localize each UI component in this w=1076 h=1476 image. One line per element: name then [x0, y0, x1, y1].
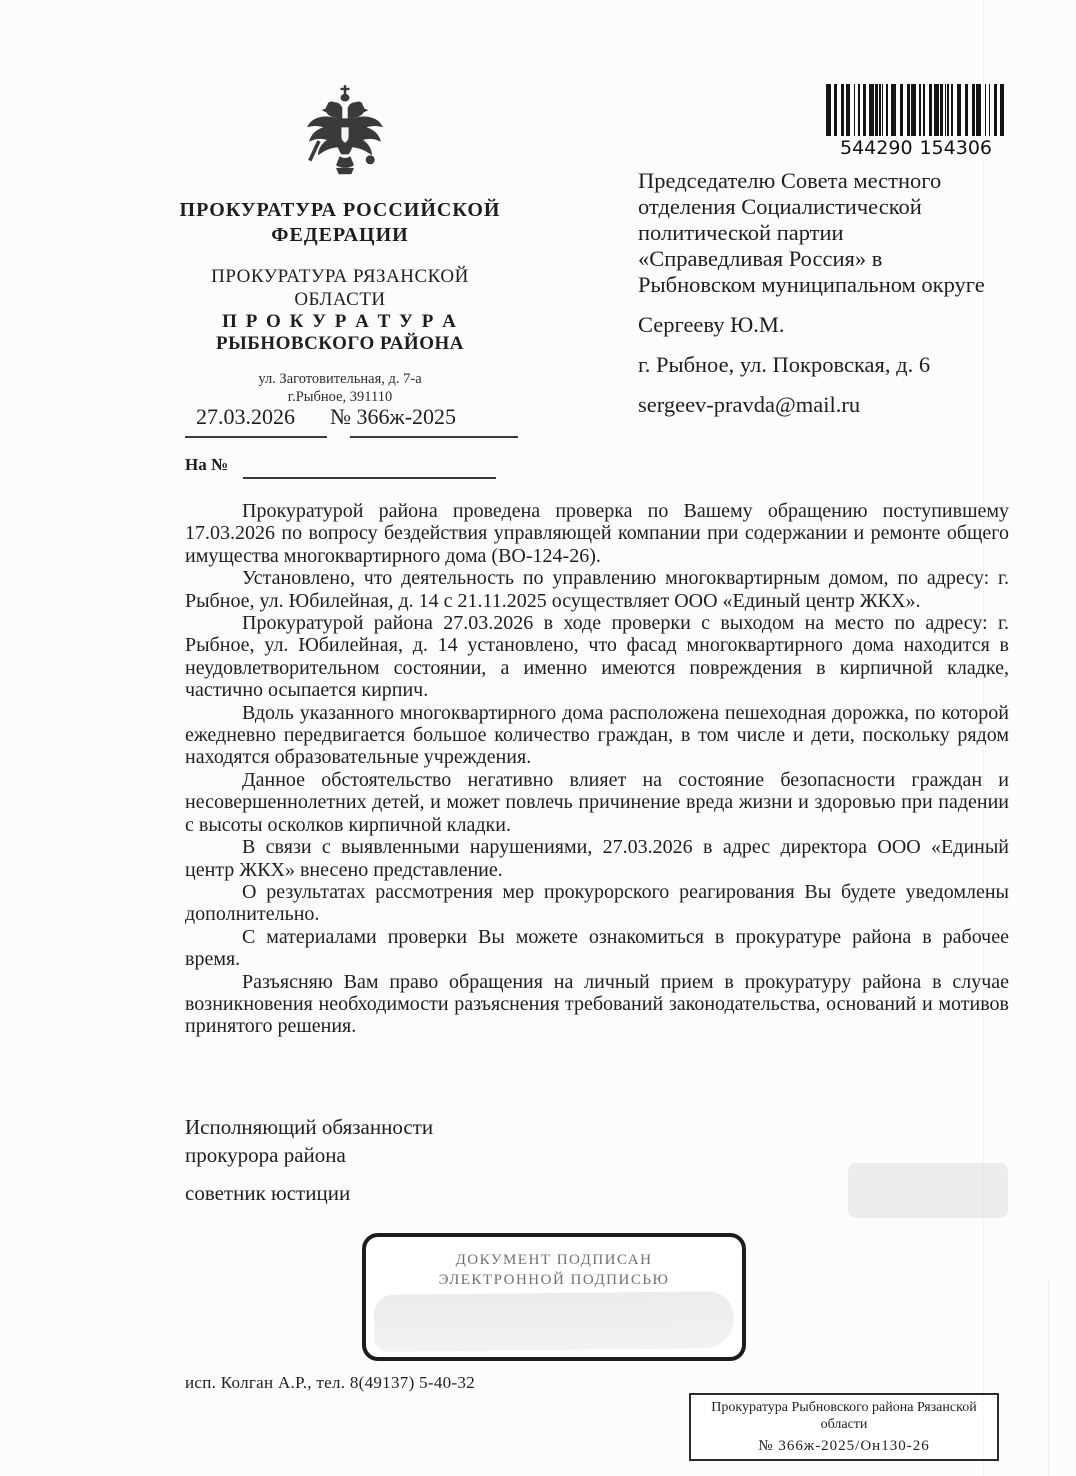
body-paragraph: Вдоль указанного многоквартирного дома расположена пешеходная дорожка, по которой ежедневно передвигается большое количество граждан, в том числе и дети, поскольку рядом находятся образовательные учреждения.	[185, 701, 1009, 769]
letterhead-federation-line1: ПРОКУРАТУРА РОССИЙСКОЙ	[179, 199, 501, 221]
recipient-name: Сергееву Ю.М.	[638, 312, 785, 337]
incoming-number-label: На №	[185, 455, 229, 474]
scan-artifact-line	[983, 0, 984, 1476]
body-paragraph: Данное обстоятельство негативно влияет на состояние безопасности граждан и несовершеннолетних детей, и может повлечь причинение вреда жизни и здоровью при падении с высоты осколков кирпичной кладки.	[185, 768, 1009, 836]
body-paragraph: Установлено, что деятельность по управлению многоквартирным домом, по адресу: г. Рыбное, ул. Юбилейная, д. 14 с 21.11.2025 осуществляет ООО «Единый центр ЖКХ».	[185, 567, 1009, 612]
signer-position-line2: прокурора района	[185, 1143, 346, 1167]
scan-artifact-line	[1048, 1280, 1049, 1476]
letterhead-district-line1: П Р О К У Р А Т У Р А	[222, 311, 458, 332]
outgoing-date: 27.03.2026	[196, 404, 295, 429]
barcode-bars	[826, 84, 1004, 136]
recipient-line: Председателю Совета местного	[638, 168, 942, 193]
registration-stamp-org: Прокуратура Рыбновского района Рязанской области	[711, 1400, 977, 1432]
outgoing-number: № 366ж-2025	[330, 404, 457, 429]
letterhead-district-line2: РЫБНОВСКОГО РАЙОНА	[216, 333, 464, 354]
recipient-email: sergeev-pravda@mail.ru	[638, 392, 861, 417]
stamp-line2: ЭЛЕКТРОННОЙ ПОДПИСЬЮ	[438, 1272, 670, 1288]
date-underline	[185, 436, 327, 438]
body-paragraph: Прокуратурой района проведена проверка по Вашему обращению поступившему 17.03.2026 по вопросу бездействия управляющей компании при содержании и ремонте общего имущества многоквартирного дома (ВО-124-26).	[185, 500, 1009, 567]
body-paragraph: О результатах рассмотрения мер прокурорского реагирования Вы будете уведомлены дополнительно.	[185, 880, 1009, 926]
body-paragraph: Прокуратурой района 27.03.2026 в ходе проверки с выходом на место по адресу: г. Рыбное, ул. Юбилейная, д. 14 установлено, что фасад многоквартирного дома находится в неудовлетворительном состоянии, а именно имеются повреждения в кирпичной кладке, частично осыпается кирпич.	[185, 612, 1009, 702]
letterhead-address-line1: ул. Заготовительная, д. 7-а	[258, 371, 422, 387]
recipient-line: отделения Социалистической	[638, 194, 922, 219]
russian-coat-of-arms-icon	[300, 84, 390, 201]
barcode-number-right: 154306	[919, 137, 992, 159]
letterhead-region-line2: ОБЛАСТИ	[294, 289, 386, 310]
recipient-line: политической партии	[638, 220, 844, 245]
stamp-line1: ДОКУМЕНТ ПОДПИСАН	[455, 1252, 653, 1268]
redacted-signer-name	[848, 1163, 1008, 1218]
barcode-number-left: 544290	[840, 137, 913, 159]
signer-rank: советник юстиции	[185, 1181, 351, 1205]
executor-line: исп. Колган А.Р., тел. 8(49137) 5-40-32	[185, 1373, 476, 1392]
letter-body	[185, 500, 1009, 1038]
letterhead-region-line1: ПРОКУРАТУРА РЯЗАНСКОЙ	[211, 266, 469, 287]
incoming-number-underline	[243, 477, 496, 479]
body-paragraph: В связи с выявленными нарушениями, 27.03.2026 в адрес директора ООО «Единый центр ЖКХ» внесено представление.	[185, 836, 1009, 881]
signer-position-line1: Исполняющий обязанности	[185, 1115, 434, 1139]
registration-stamp	[689, 1393, 999, 1461]
body-paragraph: Разъясняю Вам право обращения на личный прием в прокуратуру района в случае возникновения необходимости разъяснения требований законодательства, оснований и мотивов принятого решения.	[185, 970, 1009, 1038]
letterhead-address-line2: г.Рыбное, 391110	[287, 389, 393, 405]
stamp-text	[366, 1250, 742, 1290]
letterhead-federation-line2: ФЕДЕРАЦИИ	[271, 224, 409, 246]
recipient-address: г. Рыбное, ул. Покровская, д. 6	[638, 352, 931, 377]
signer-position	[185, 1113, 433, 1169]
letterhead	[172, 198, 508, 406]
recipient-block	[638, 168, 1074, 418]
barcode	[826, 84, 1004, 159]
registration-stamp-number: № 366ж-2025/Он130-26	[758, 1438, 930, 1454]
redacted-certificate-details	[374, 1291, 735, 1352]
recipient-line: «Справедливая Россия» в	[638, 246, 883, 271]
barcode-numbers	[826, 136, 1004, 159]
electronic-signature-stamp	[362, 1233, 746, 1361]
recipient-line: Рыбновском муниципальном округе	[638, 272, 985, 297]
body-paragraph: С материалами проверки Вы можете ознакомиться в прокуратуре района в рабочее время.	[185, 925, 1009, 971]
number-underline	[350, 436, 518, 438]
